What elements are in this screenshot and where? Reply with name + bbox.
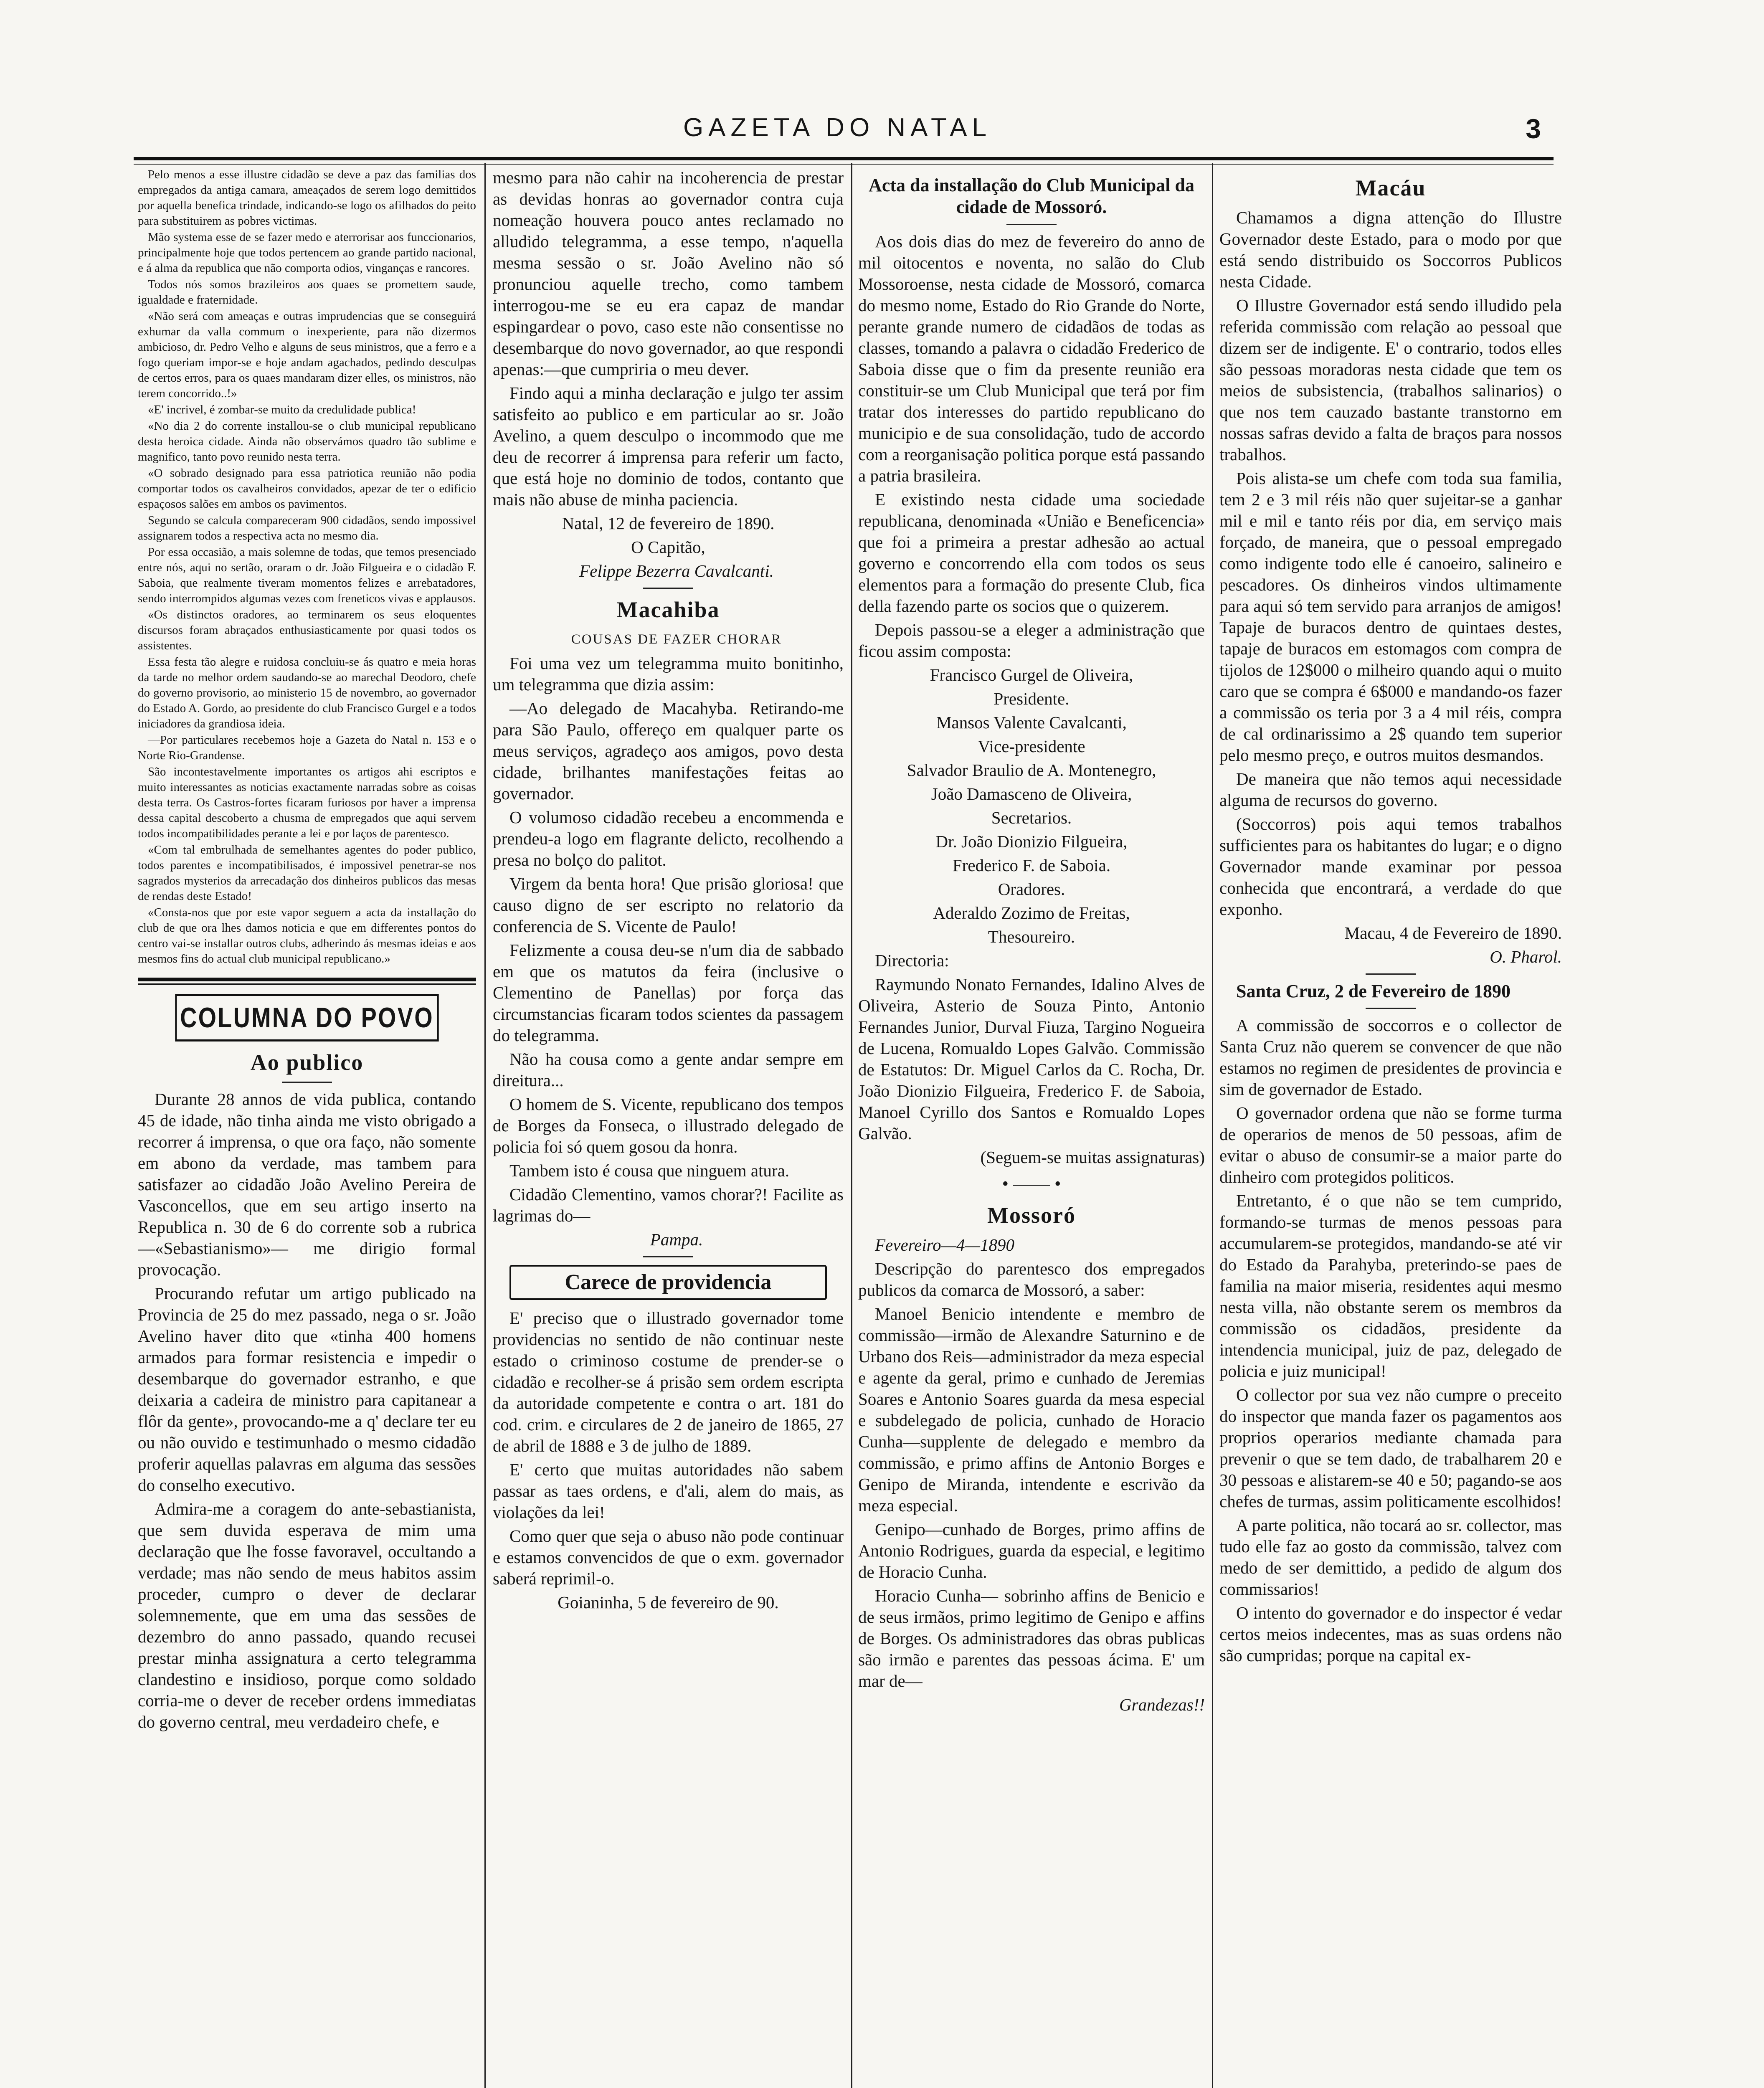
article-heading: Ao publico: [250, 1050, 364, 1075]
paragraph: Manoel Benicio intendente e membro de commissão—irmão de Alexandre Saturnino e de Urbano dos Reis—administrador da meza especial e agente da geral, primo e cunhado de Jeremias Soares e Antonio Soares guarda da mesa especial e subdelegado de policia, cunhado de Horacio Cunha—supplente de delegado e membro da commissão, e primo affins de Antonio Borges e Genipo de Miranda, intendente e escrivão da meza especial.: [858, 1304, 1205, 1515]
paragraph: O intento do governador e do inspector é vedar certos meios indecentes, mas as suas ordens não são cumpridas; porque na capital ex-: [1219, 1603, 1562, 1665]
paragraph: «O sobrado designado para essa patriotica reunião não podia comportar todos os cavalheiros convidados, apezar de ter o edificio espaçosos salões em ambos os pavimentos.: [138, 466, 476, 511]
officer-name: Salvador Braulio de A. Montenegro,: [907, 760, 1156, 780]
article-heading: Acta da installação do Club Municipal da cidade de Mossoró.: [869, 175, 1194, 217]
ornament-divider: • —— •: [1002, 1173, 1061, 1194]
divider: [1366, 973, 1416, 975]
paragraph: Essa festa tão alegre e ruidosa concluiu-se ás quatro e meia horas da tarde no melhor ordem saudando-se ao marechal Deodoro, chefe do governo provisorio, ao ministerio 15 de novembro, ao governador do Estado A. Gordo, ao presidente do club Francisco Gurgel e a todos iniciadores da grandiosa ideia.: [138, 655, 476, 730]
paragraph: Tambem isto é cousa que ninguem atura.: [509, 1161, 790, 1180]
officer-name: Francisco Gurgel de Oliveira,: [930, 665, 1133, 684]
divider: [1006, 224, 1057, 225]
section-divider: [138, 978, 476, 985]
paragraph: Aos dois dias do mez de fevereiro do anno de mil oitocentos e noventa, no salão do Club Mossoroense, nesta cidade de Mossoró, comarca do mesmo nome, Estado do Rio Grande do Norte, perante grande numero de cidadãos de todas as classes, tomando a palavra o cidadão Frederico de Saboia disse que o fim da presente reunião era constituir-se um Club Municipal que terá por fim tratar dos interesses do partido republicano do municipio e de sua consolidação, tudo de accordo com a reorganisação politica porque está passando a patria brasileira.: [858, 232, 1205, 485]
article-heading-boxed: Carece de providencia: [509, 1265, 827, 1300]
paragraph: São incontestavelmente importantes os artigos ahi escriptos e muito interessantes as noticias exactamente narradas sobre as coisas desta terra. Os Castros-fortes ficaram furiosos por haver a imprensa dessa capital descoberto a chusma de empregados que aqui servem todos incompatibilidades perante a lei e por laços de parentesco.: [138, 765, 476, 840]
paragraph: De maneira que não temos aqui necessidade alguma de recursos do governo.: [1219, 769, 1562, 810]
paragraph: —Por particulares recebemos hoje a Gazeta do Natal n. 153 e o Norte Rio-Grandense.: [138, 733, 476, 762]
officer-name: João Damasceno de Oliveira,: [931, 784, 1132, 803]
officer-role: Secretarios.: [991, 808, 1072, 827]
paragraph: Horacio Cunha— sobrinho affins de Benicio e de seus irmãos, primo legitimo de Genipo e affins de Borges. Os administradores das obras publicas são irmão e parentes das pessoas ácima. E' um mar de—: [858, 1586, 1205, 1690]
running-head: [134, 104, 1541, 155]
paragraph: Mão systema esse de se fazer medo e aterrorisar aos funccionarios, principalmente hoje que todos pertencem ao grande partido nacional, e á alma da republica que não comporta odios, vinganças e rancores.: [138, 231, 476, 275]
officer-name: Mansos Valente Cavalcanti,: [936, 713, 1127, 732]
paragraph: (Seguem-se muitas assignaturas): [980, 1148, 1205, 1167]
signature-rank: O Capitão,: [631, 537, 705, 557]
paragraph: —Ao delegado de Macahyba. Retirando-me para São Paulo, offereço em qualquer parte os meus serviços, agradeço aos amigos, povo desta cidade, brilhantes manifestações feitas ao governador.: [493, 699, 844, 803]
dateline: Macau, 4 de Fevereiro de 1890.: [1344, 923, 1562, 943]
paragraph: Não ha cousa como a gente andar sempre em direitura...: [493, 1049, 844, 1090]
column-4: [1219, 167, 1562, 2088]
paragraph: E' certo que muitas autoridades não sabem passar as taes ordens, e d'ali, alem do mais, as violações da lei!: [493, 1460, 844, 1522]
paragraph: Entretanto, é o que não se tem cumprido, formando-se turmas de menos pessoas para accumularem-se protegidos, mandando-se até vir do Estado da Parahyba, preterindo-se paes de familia na maior miseria, residentes aqui mesmo nesta villa, não obstante serem os membros da commissão os cidadãos, presidente da intendencia municipal, juiz de paz, delegado de policia e juiz municipal!: [1219, 1191, 1562, 1381]
paragraph: Admira-me a coragem do ante-sebastianista, que sem duvida esperava de mim uma declaração que lhe fosse favoravel, occultando a verdade; mas não sendo de meus habitos assim proceder, cumpro o dever de declarar solemnemente, que em uma das sessões de dezembro do anno passado, quando recusei prestar minha assignatura a certo telegramma clandestino e insidioso, porque como soldado corria-me o dever de receber ordens immediatas do governo central, meu verdadeiro chefe, e: [138, 1499, 476, 1731]
paragraph: Pelo menos a esse illustre cidadão se deve a paz das familias dos empregados da antiga camara, ameaçados de serem logo demittidos por aquella benefica trindade, indicando-se logo os afilhados do peito para substituirem as pobres victimas.: [138, 168, 476, 228]
paragraph: O collector por sua vez não cumpre o preceito do inspector que manda fazer os pagamentos aos proprios operarios mediante chamada para prevenir o que se tem dado, de trabalharem 20 e 30 pessoas e alistarem-se 40 e 50; pagando-se aos chefes de turmas, assim politicamente escolhidos!: [1219, 1385, 1562, 1511]
divider: [643, 588, 693, 589]
paragraph: «Consta-nos que por este vapor seguem a acta da installação do club de que ora lhes damos noticia e que em differentes pontos do centro vai-se installar outros clubs, adherindo ás mesmas ideias e aos mesmos fins do actual club municipal republicano.»: [138, 906, 476, 965]
paragraph: O Illustre Governador está sendo illudido pela referida commissão com relação ao pessoal que dizem ser de indigente. E' o contrario, todos elles são pessoas moradoras nesta cidade que tem os meios de subsistencia, (trabalhos salinarios) o que nos tem cauzado bastante transtorno em nossas safras devido a falta de braços para nossos trabalhos.: [1219, 296, 1562, 464]
dateline: Natal, 12 de fevereiro de 1890.: [562, 514, 775, 533]
paragraph: Felizmente a cousa deu-se n'um dia de sabbado em que os matutos da feira (inclusive o Clementino de Panellas) por força das circumstancias ficaram todos scientes da passagem do telegramma.: [493, 940, 844, 1045]
paragraph: E' preciso que o illustrado governador tome providencias no sentido de não continuar neste estado o criminoso costume de prender-se o cidadão e recolher-se á prisão sem ordem escripta da autoridade competente e contra o art. 181 do cod. crim. e circulares de 2 de janeiro de 1865, 27 de abril de 1888 e 3 de julho de 1889.: [493, 1308, 844, 1455]
paragraph: Virgem da benta hora! Que prisão gloriosa! que causo digno de ser escripto no relatorio da conferencia de S. Vicente de Paulo!: [493, 874, 844, 936]
paragraph: Cidadão Clementino, vamos chorar?! Facilite as lagrimas do—: [493, 1185, 844, 1225]
signature: Pampa.: [650, 1230, 703, 1249]
column-2: [493, 167, 844, 2088]
officer-name: Dr. João Dionizio Filgueira,: [935, 832, 1128, 851]
paragraph: «E' incrivel, é zombar-se muito da credulidade publica!: [148, 403, 416, 416]
paragraph: «No dia 2 do corrente installou-se o club municipal republicano desta heroica cidade. Ainda não observámos quadro tão sublime e magnifico, tanto povo reunido nesta terra.: [138, 419, 476, 464]
paragraph: O homem de S. Vicente, republicano dos tempos de Borges da Fonseca, o illustrado delegado de policia foi só quem gosou da honra.: [493, 1095, 844, 1156]
paragraph: Descripção do parentesco dos empregados publicos da comarca de Mossoró, a saber:: [858, 1259, 1205, 1300]
officer-role: Directoria:: [875, 951, 949, 970]
signature: O. Pharol.: [1490, 947, 1562, 966]
paragraph: Como quer que seja o abuso não pode continuar e estamos convencidos de que o exm. governador saberá reprimil-o.: [493, 1526, 844, 1588]
dateline: Fevereiro—4—1890: [875, 1235, 1015, 1254]
column-rule: [851, 163, 852, 2088]
news-briefs: [138, 167, 476, 967]
divider: [643, 1256, 693, 1257]
section-banner: COLUMNA DO POVO: [175, 994, 438, 1041]
header-rule-thin: [134, 164, 1554, 165]
column-rule: [484, 163, 486, 2088]
paragraph: (Soccorros) pois aqui temos trabalhos sufficientes para os habitantes do lugar; e o digno Governador mande examinar por pessoa conhecida que encontrará, a verdade do que exponho.: [1219, 814, 1562, 919]
paragraph: O volumoso cidadão recebeu a encommenda e prendeu-a logo em flagrante delicto, recolhendo a presa no bolço do palitot.: [493, 808, 844, 869]
paragraph: Durante 28 annos de vida publica, contando 45 de idade, não tinha ainda me visto obrigado a recorrer á imprensa, o que ora faço, não somente em abono da verdade, mas tambem para satisfazer ao cidadão João Avelino Pereira de Vasconcellos, que em seu artigo inserto na Republica n. 30 de 6 do corrente sob a rubrica—«Sebastianismo»— me dirigio formal provocação.: [138, 1090, 476, 1279]
paragraph: Todos nós somos brazileiros aos quaes se promettem saude, igualdade e fraternidade.: [138, 278, 476, 307]
paragraph: A parte politica, não tocará ao sr. collector, mas tudo elle faz ao gosto da commissão, talvez com medo de ser demittido, a pedido de algum dos commissarios!: [1219, 1515, 1562, 1599]
column-rule: [1212, 163, 1213, 2088]
article-heading: Mossoró: [987, 1203, 1076, 1228]
divider: [1366, 1008, 1416, 1009]
paragraph: mesmo para não cahir na incoherencia de prestar as devidas honras ao governador contra cuja nomeação houvera pouco antes reclamado no alludido telegramma, a esse tempo, n'aquella mesma sessão o sr. João Avelino não só pronunciou aquelle trecho, como tambem interrogou-me se eu era capaz de mandar espingardear o povo, caso este não consentisse no desembarque do novo governador, ao que respondi apenas:—que cumpriria o meu dever.: [493, 168, 844, 379]
article-heading: Macahiba: [616, 597, 720, 622]
paragraph: Foi uma vez um telegramma muito bonitinho, um telegramma que dizia assim:: [493, 654, 844, 694]
paragraph: Genipo—cunhado de Borges, primo affins de Antonio Rodrigues, guarda da especial, e legitimo de Horacio Cunha.: [858, 1520, 1205, 1581]
officer-name: Frederico F. de Saboia.: [952, 856, 1111, 875]
column-1: [138, 167, 476, 2088]
officer-role: Thesoureiro.: [988, 927, 1075, 946]
paragraph: «Não será com ameaças e outras imprudencias que se conseguirá exhumar da valla commum o inexperiente, para não dizermos ambicioso, dr. Pedro Velho e alguns de seus ministros, que a ferro e a fogo queriam impor-se e hoje andam agachados, pedindo desculpas de certos erros, para os quaes mandaram dizer elles, os ministros, não terem concorrido..!»: [138, 309, 476, 400]
paragraph: Segundo se calcula compareceram 900 cidadãos, sendo impossivel assignarem todos a respectiva acta no mesmo dia.: [138, 514, 476, 542]
page-number: 3: [1526, 113, 1541, 144]
officer-name: Aderaldo Zozimo de Freitas,: [933, 903, 1130, 922]
paragraph: Pois alista-se um chefe com toda sua familia, tem 2 e 3 mil réis não quer sujeitar-se a ganhar mil e mil e tanto réis por dia, em serviço mais forçado, de maneira, que o pessoal empregado como indigente todo elle é canoeiro, salineiro e pescadores. Os dinheiros vindos ultimamente para aqui só tem servido para arranjos de amigos! Tapaje de buracos dentro de quintaes destes, tapaje de buracos em estomagos com compra de tijolos de 12$000 o milheiro quando aqui o muito caro que se compra é 6$000 e mandando-os fazer a commissão os teria por 3 a 4 mil réis, compra de cal ordinarissimo a 2$ quando tem superior pelo mesmo preço, e outros muitos desmandos.: [1219, 469, 1562, 765]
paragraph: E existindo nesta cidade uma sociedade republicana, denominada «União e Beneficencia» que foi a primeira a prestar adhesão ao actual governo e concorrendo ella com todos os seus elementos para a formação do presente Club, fica della fazendo parte os socios que o quizerem.: [858, 490, 1205, 616]
paragraph: «Os distinctos oradores, ao terminarem os seus eloquentes discursos foram abraçados enthusiasticamente por quasi todos os assistentes.: [138, 608, 476, 652]
column-3: [858, 167, 1205, 2088]
dateline: Goianinha, 5 de fevereiro de 90.: [558, 1593, 779, 1612]
officer-role: Vice-presidente: [978, 737, 1085, 756]
officer-role: Oradores.: [998, 879, 1065, 899]
article-heading: Macáu: [1355, 175, 1426, 200]
signature: Felippe Bezerra Cavalcanti.: [579, 561, 774, 580]
article-subheading: COUSAS DE FAZER CHORAR: [571, 632, 782, 647]
divider: [282, 1082, 332, 1083]
paragraph: Raymundo Nonato Fernandes, Idalino Alves de Oliveira, Asterio de Souza Pinto, Antonio Fernandes Junior, Durval Fiuza, Targino Nogueira de Lucena, Romualdo Lopes Galvão. Commissão de Estatutos: Dr. Miguel Carlos da C. Rocha, Dr. João Dionizio Filgueira, Frederico F. de Saboia, Manoel Cyrillo dos Santos e Romualdo Lopes Galvão.: [858, 975, 1205, 1143]
paragraph: O governador ordena que não se forme turma de operarios de menos de 50 pessoas, afim de evitar o abuso de consumir-se a maior parte do dinheiro com protegidos politicos.: [1219, 1103, 1562, 1186]
paragraph: Procurando refutar um artigo publicado na Provincia de 25 do mez passado, nega o sr. João Avelino haver dito que «tinha 400 homens armados para formar resistencia e impedir o desembarque do governador estranho, e que deixaria a cadeira de ministro para capitanear a flôr da gente», provocando-me a q' declare ter eu ou não ouvido e testimunhado o mesmo cidadão proferir aquellas palavras em alguma das sessões do conselho executivo.: [138, 1284, 476, 1495]
paragraph: Depois passou-se a eleger a administração que ficou assim composta:: [858, 620, 1205, 661]
newspaper-title: GAZETA DO NATAL: [683, 113, 992, 142]
paragraph: A commissão de soccorros e o collector de Santa Cruz não querem se convencer de que não estamos no regimen de presidentes de provincia e sim de governador de Estado.: [1219, 1016, 1562, 1099]
paragraph: Por essa occasião, a mais solemne de todas, que temos presenciado entre nós, aqui no sertão, oraram o dr. João Filgueira e o cidadão F. Saboia, que realmente tiveram momentos felizes e arrebatadores, sendo interrompidos algumas vezes com freneticos vivas e applausos.: [138, 545, 476, 605]
paragraph: Chamamos a digna attenção do Illustre Governador deste Estado, para o modo por que está sendo distribuido os Soccorros Publicos nesta Cidade.: [1219, 208, 1562, 291]
signature: Grandezas!!: [1119, 1695, 1205, 1714]
officer-role: Presidente.: [994, 689, 1070, 708]
article-heading: Santa Cruz, 2 de Fevereiro de 1890: [1236, 981, 1511, 1001]
header-rule: [134, 157, 1554, 160]
paragraph: Findo aqui a minha declaração e julgo ter assim satisfeito ao publico e em particular ao sr. João Avelino, a quem desculpo o incommodo que me deu de recorrer á imprensa para referir um facto, que está hoje no dominio de todos, contanto que mais não abuse de minha paciencia.: [493, 383, 844, 509]
paragraph: «Com tal embrulhada de semelhantes agentes do poder publico, todos parentes e incompatibilisados, é impossivel penetrar-se nos sagrados mysterios da arrecadação dos dinheiros publicos das mesas de rendas deste Estado!: [138, 843, 476, 903]
